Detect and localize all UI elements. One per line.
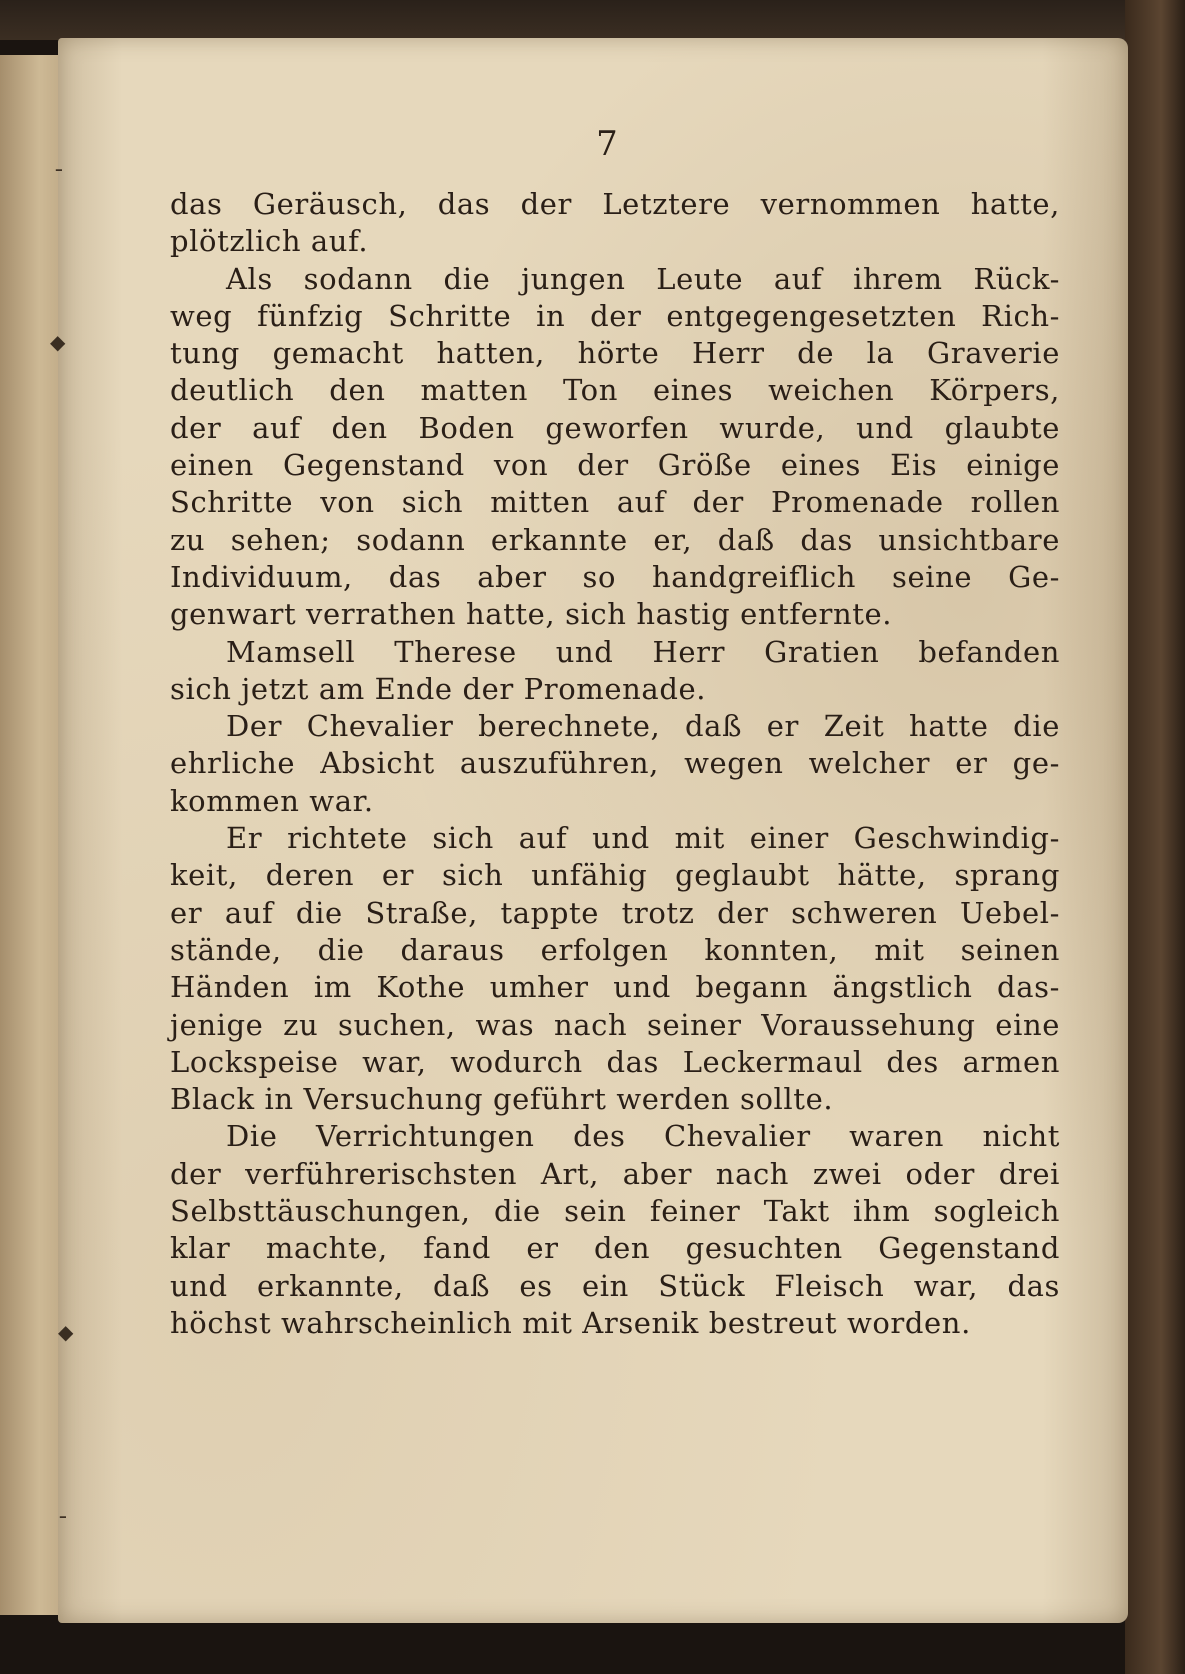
text-line: Black in Versuchung geführt werden sollte.: [170, 1082, 834, 1117]
text-line: der auf den Boden geworfen wurde, und glaubte: [170, 410, 1060, 445]
margin-mark: ◆: [58, 1320, 74, 1344]
text-line: Händen im Kothe umher und begann ängstlich das-: [170, 970, 1060, 1005]
text-line: Als sodann die jungen Leute auf ihrem Rück-: [226, 261, 1060, 296]
text-line: deutlich den matten Ton eines weichen Körpers,: [170, 373, 1060, 408]
book-binding-top: [0, 0, 1185, 40]
text-line: ehrliche Absicht auszuführen, wegen welcher er ge-: [170, 746, 1060, 781]
text-line: weg fünfzig Schritte in der entgegengesetzten Rich-: [170, 298, 1060, 333]
text-line: klar machte, fand er den gesuchten Gegenstand: [170, 1231, 1060, 1266]
text-line: sich jetzt am Ende der Promenade.: [170, 671, 707, 706]
text-line: Mamsell Therese und Herr Gratien befanden: [226, 634, 1060, 669]
text-line: genwart verrathen hatte, sich hastig entfernte.: [170, 597, 893, 632]
text-line: er auf die Straße, tappte trotz der schweren Uebel-: [170, 895, 1060, 930]
text-line: höchst wahrscheinlich mit Arsenik bestreut worden.: [170, 1305, 971, 1340]
book-page: [58, 38, 1128, 1623]
text-line: Selbsttäuschungen, die sein feiner Takt ihm sogleich: [170, 1194, 1060, 1229]
page-number: 7: [596, 124, 618, 164]
book-cover-edge: [1125, 0, 1185, 1674]
text-line: keit, deren er sich unfähig geglaubt hätte, sprang: [170, 858, 1060, 893]
text-line: das Geräusch, das der Letztere vernommen hatte,: [170, 187, 1060, 221]
text-line: plötzlich auf.: [170, 224, 369, 259]
text-line: Der Chevalier berechnete, daß er Zeit hatte die: [226, 709, 1060, 744]
margin-mark: ╴: [60, 1505, 73, 1529]
text-line: jenige zu suchen, was nach seiner Voraussehung eine: [170, 1007, 1060, 1042]
text-line: Individuum, das aber so handgreiflich seine Ge-: [170, 559, 1060, 594]
text-line: der verführerischsten Art, aber nach zwei oder drei: [170, 1156, 1060, 1191]
text-line: kommen war.: [170, 783, 374, 818]
margin-mark: ◆: [50, 330, 66, 354]
text-line: Lockspeise war, wodurch das Leckermaul des armen: [170, 1044, 1060, 1079]
text-line: Die Verrichtungen des Chevalier waren nicht: [226, 1119, 1060, 1154]
margin-mark: ╴: [56, 158, 69, 182]
text-line: Schritte von sich mitten auf der Promenade rollen: [170, 485, 1060, 520]
text-line: tung gemacht hatten, hörte Herr de la Graverie: [170, 336, 1060, 371]
text-line: stände, die daraus erfolgen konnten, mit seinen: [170, 932, 1060, 967]
text-line: und erkannte, daß es ein Stück Fleisch war, das: [170, 1268, 1060, 1303]
page-text: [170, 186, 1060, 1342]
text-line: einen Gegenstand von der Größe eines Eis einige: [170, 448, 1060, 483]
text-line: Er richtete sich auf und mit einer Geschwindig-: [226, 821, 1060, 856]
text-line: zu sehen; sodann erkannte er, daß das unsichtbare: [170, 522, 1060, 557]
